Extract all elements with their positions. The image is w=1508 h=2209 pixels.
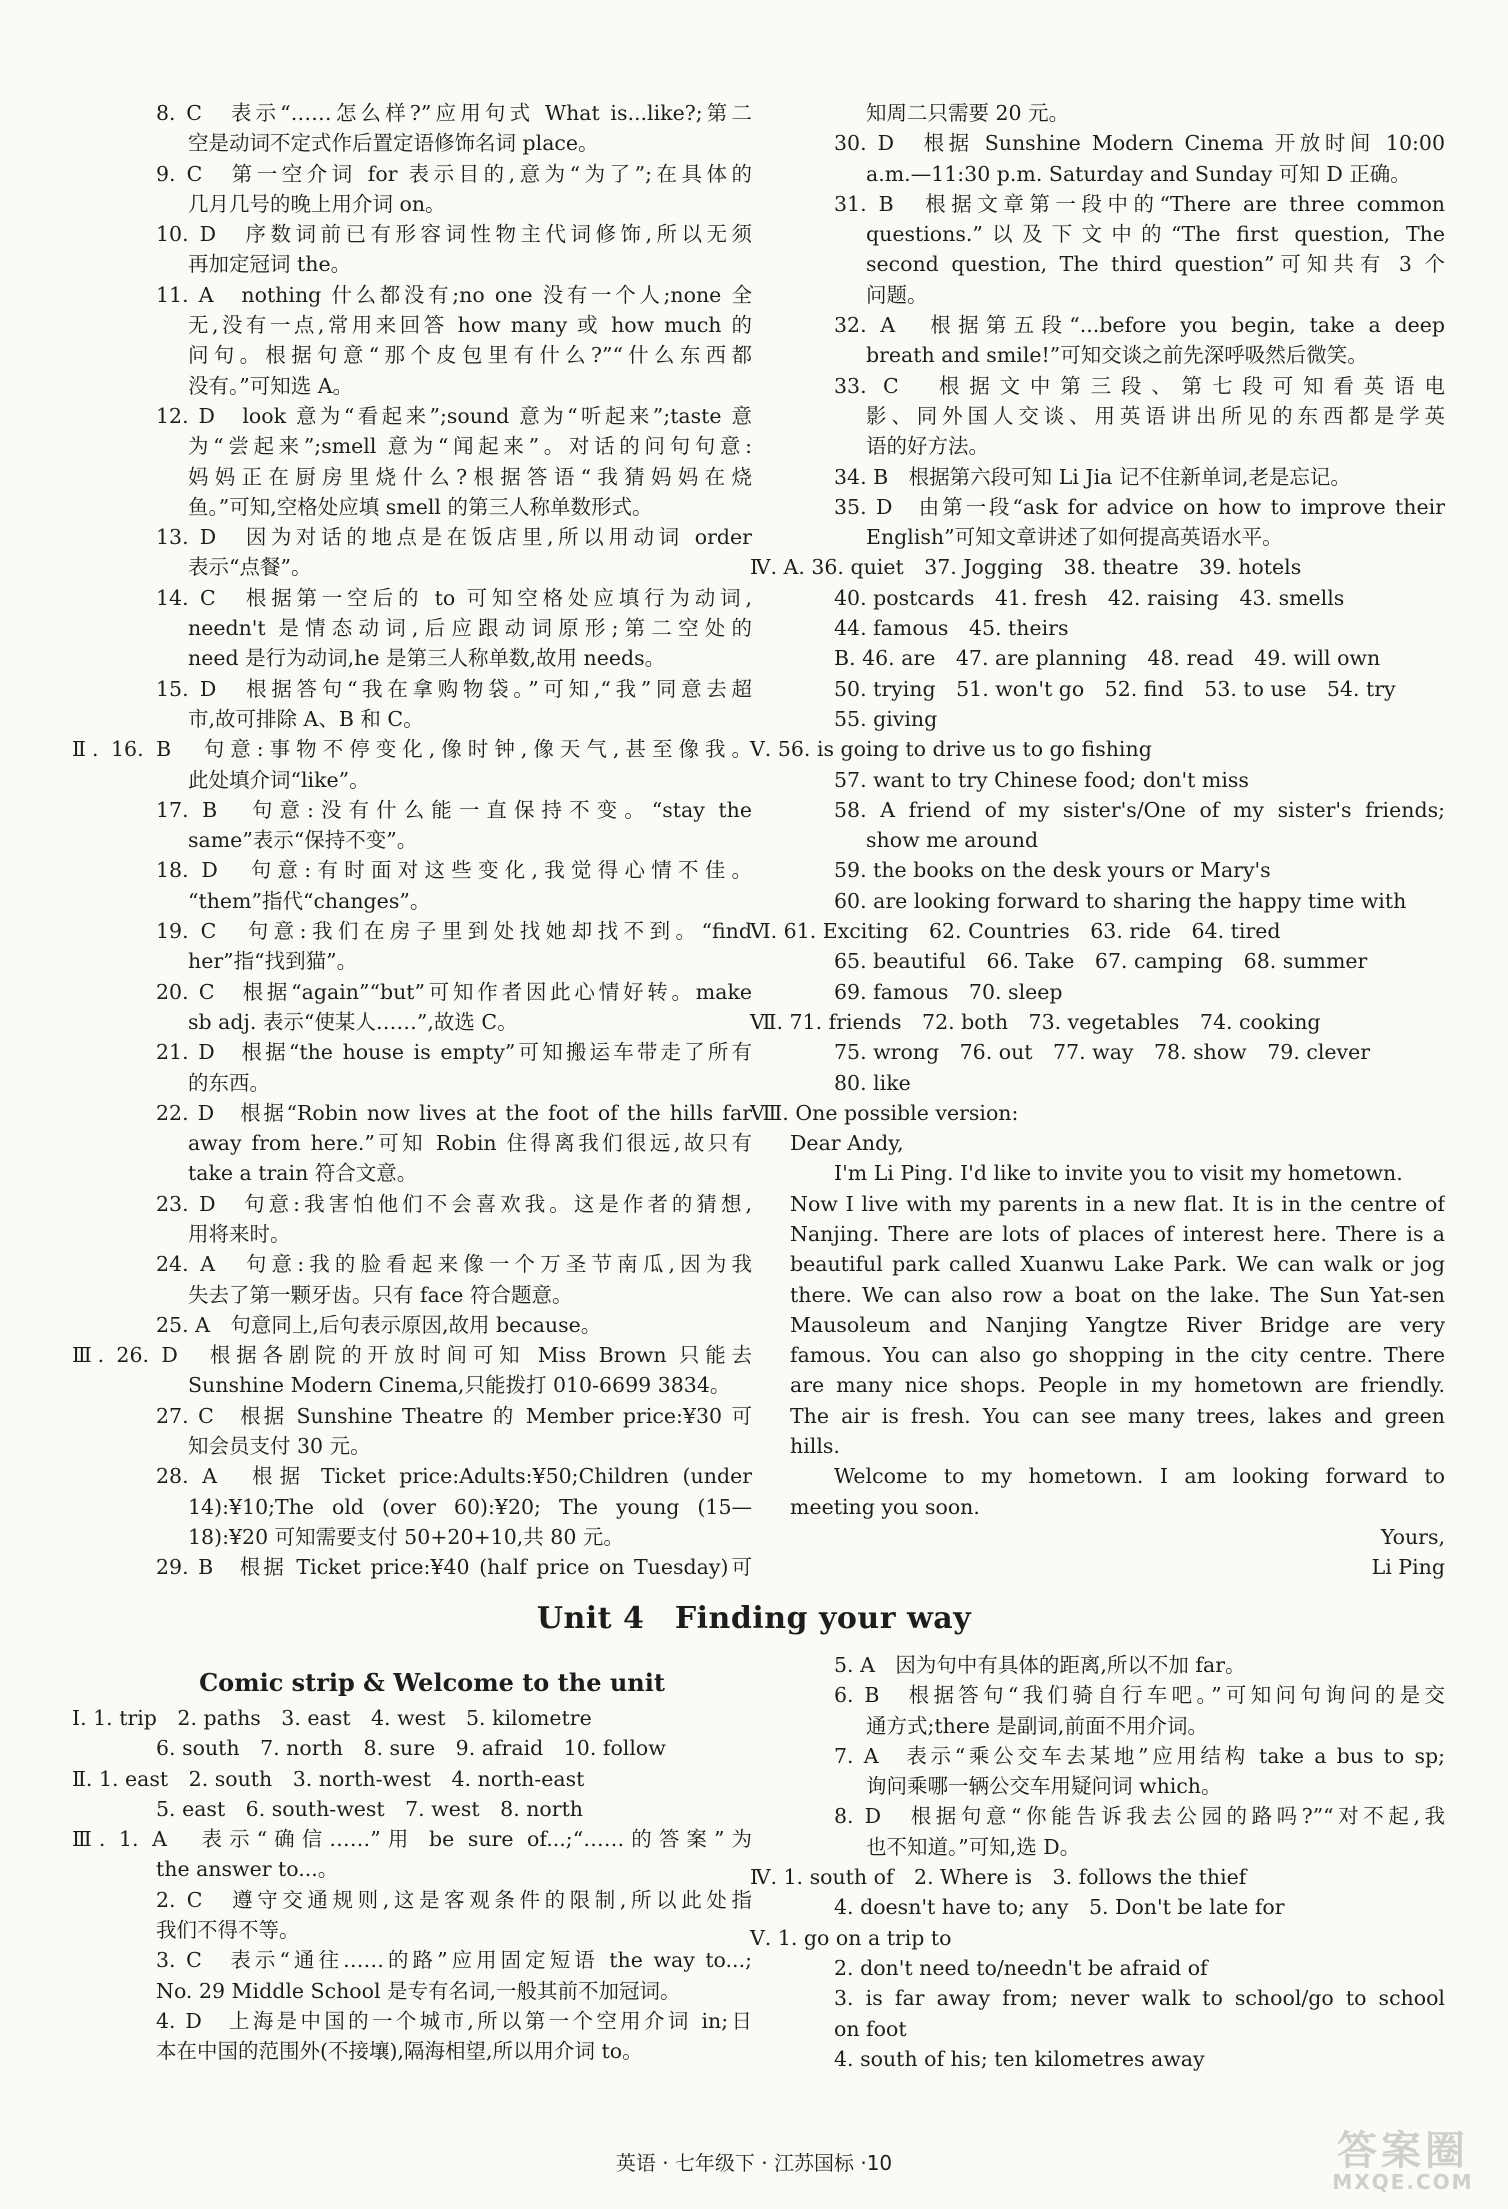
text-line: 15. D 根据答句“我在拿购物袋。”可知,“我”同意去超 — [156, 676, 752, 701]
text-line: 22. D 根据“Robin now lives at the foot of the hills far — [156, 1100, 752, 1125]
text-line: 80. like — [834, 1070, 911, 1095]
text-line: Ⅳ. A. 36. quiet 37. Jogging 38. theatre 39. hotels — [750, 555, 1302, 580]
left-column — [72, 98, 752, 1583]
text-line: Ⅰ. 1. trip 2. paths 3. east 4. west 5. kilometre — [72, 1706, 592, 1730]
text-line: 18):¥20 可知需要支付 50+20+10,共 80 元。 — [188, 1524, 624, 1549]
text-line: the answer to...。 — [156, 1857, 339, 1882]
text-line: 询问乘哪一辆公交车用疑问词 which。 — [866, 1774, 1222, 1799]
text-line: 的东西。 — [188, 1070, 270, 1095]
text-line: 表示“点餐”。 — [188, 555, 312, 580]
text-line: No. 29 Middle School 是专有名词,一般其前不加冠词。 — [156, 1978, 681, 2003]
text-line: 问题。 — [866, 282, 928, 307]
text-line: 59. the books on the desk yours or Mary's — [834, 858, 1271, 883]
text-line: 21. D 根据“the house is empty”可知搬运车带走了所有 — [156, 1040, 752, 1065]
text-line: 69. famous 70. sleep — [834, 979, 1063, 1004]
text-line: questions.”以及下文中的“The first question, The — [866, 222, 1445, 247]
text-line: 问句。根据句意“那个皮包里有什么?”“什么东西都 — [188, 343, 752, 368]
text-line: 知会员支付 30 元。 — [188, 1434, 371, 1459]
text-line: take a train 符合文意。 — [188, 1161, 418, 1186]
section-title: Comic strip & Welcome to the unit — [199, 1668, 665, 1697]
text-line: 知周二只需要 20 元。 — [866, 101, 1070, 125]
text-line: 没有。”可知选 A。 — [188, 373, 354, 398]
text-line: are many nice shops. People in my hometown are friendly. — [790, 1373, 1445, 1398]
text-line: 几月几号的晚上用介词 on。 — [188, 191, 446, 216]
text-line: 5. A 因为句中有具体的距离,所以不加 far。 — [834, 1653, 1246, 1677]
text-line: 影、同外国人交谈、用英语讲出所见的东西都是学英 — [866, 403, 1445, 428]
text-line: 31. B 根据文章第一段中的“There are three common — [834, 191, 1445, 216]
watermark-url: MXQE.COM — [1332, 2170, 1474, 2194]
text-line: 18. D 句意:有时面对这些变化,我觉得心情不佳。 — [156, 858, 752, 883]
text-line: Nanjing. There are lots of places of interest here. There is a — [790, 1221, 1445, 1246]
right-column-2 — [750, 1650, 1445, 2074]
text-line: Ⅶ. 71. friends 72. both 73. vegetables 74. cooking — [750, 1009, 1321, 1034]
text-line: 20. C 根据“again”“but”可知作者因此心情好转。make — [156, 979, 752, 1004]
text-line: 我们不得不等。 — [156, 1918, 300, 1943]
text-line: 再加定冠词 the。 — [188, 252, 352, 277]
text-line: away from here.”可知 Robin 住得离我们很远,故只有 — [188, 1131, 752, 1156]
text-line: 2. C 遵守交通规则,这是客观条件的限制,所以此处指 — [156, 1887, 752, 1912]
text-line: need 是行为动词,he 是第三人称单数,故用 needs。 — [188, 646, 666, 671]
text-line: 9. C 第一空介词 for 表示目的,意为“为了”;在具体的 — [156, 161, 752, 186]
text-line: Ⅴ. 1. go on a trip to — [750, 1925, 952, 1950]
text-line: a.m.—11:30 p.m. Saturday and Sunday 可知 D 正确。 — [866, 161, 1411, 186]
text-line: 2. don't need to/needn't be afraid of — [834, 1955, 1208, 1980]
text-line: same”表示“保持不变”。 — [188, 828, 418, 853]
text-line: 也不知道。”可知,选 D。 — [866, 1834, 1081, 1859]
watermark-logo — [1318, 2128, 1488, 2195]
text-line: 19. C 句意:我们在房子里到处找她却找不到。“find — [156, 919, 752, 944]
text-line: 此处填介词“like”。 — [188, 767, 370, 792]
text-line: needn't 是情态动词,后应跟动词原形;第二空处的 — [188, 616, 752, 641]
text-line: Ⅷ. One possible version: — [750, 1100, 1019, 1125]
text-line: 失去了第一颗牙齿。只有 face 符合题意。 — [188, 1282, 573, 1307]
right-column — [750, 98, 1445, 1583]
text-line: 13. D 因为对话的地点是在饭店里,所以用动词 order — [156, 525, 752, 550]
text-line: 用将来时。 — [188, 1221, 291, 1246]
text-line: 17. B 句意:没有什么能一直保持不变。“stay the — [156, 797, 752, 822]
text-line: 11. A nothing 什么都没有;no one 没有一个人;none 全 — [156, 282, 752, 307]
text-line: 4. D 上海是中国的一个城市,所以第一个空用介词 in;日 — [156, 2008, 752, 2033]
text-line: on foot — [834, 2016, 907, 2041]
text-line: Ⅲ. 1. A 表示“确信……”用 be sure of...;“……的答案”为 — [72, 1827, 752, 1852]
text-line: 50. trying 51. won't go 52. find 53. to use 54. try — [834, 676, 1396, 701]
text-line: Yours, — [1380, 1524, 1445, 1549]
text-line: English”可知文章讲述了如何提高英语水平。 — [866, 525, 1283, 550]
text-line: 7. A 表示“乘公交车去某地”应用结构 take a bus to sp; — [834, 1743, 1445, 1768]
text-line: 30. D 根据 Sunshine Modern Cinema 开放时间 10:00 — [834, 131, 1445, 156]
text-line: 通方式;there 是副词,前面不用介词。 — [866, 1713, 1208, 1738]
text-line: 3. C 表示“通往……的路”应用固定短语 the way to...; — [156, 1948, 752, 1973]
text-line: breath and smile!”可知交谈之前先深呼吸然后微笑。 — [866, 343, 1368, 368]
text-line: 8. D 根据句意“你能告诉我去公园的路吗?”“对不起,我 — [834, 1804, 1445, 1829]
text-line: “them”指代“changes”。 — [188, 888, 431, 913]
text-line: 65. beautiful 66. Take 67. camping 68. summer — [834, 949, 1368, 974]
text-line: 6. south 7. north 8. sure 9. afraid 10. follow — [156, 1736, 666, 1761]
text-line: 33. C 根据文中第三段、第七段可知看英语电 — [834, 373, 1445, 398]
text-line: Mausoleum and Nanjing Yangtze River Bridge are very — [790, 1312, 1445, 1337]
text-line: Ⅴ. 56. is going to drive us to go fishing — [750, 737, 1152, 762]
text-line: 35. D 由第一段“ask for advice on how to improve their — [834, 494, 1445, 519]
text-line: famous. You can also go shopping in the city centre. There — [790, 1343, 1445, 1368]
text-line: 市,故可排除 A、B 和 C。 — [188, 706, 424, 731]
text-line: show me around — [866, 828, 1039, 853]
text-line: 27. C 根据 Sunshine Theatre 的 Member price:¥30 可 — [156, 1403, 752, 1428]
text-line: meeting you soon. — [790, 1494, 980, 1519]
text-line: 44. famous 45. theirs — [834, 616, 1069, 641]
text-line: 鱼。”可知,空格处应填 smell 的第三人称单数形式。 — [188, 494, 653, 519]
text-line: 为“尝起来”;smell 意为“闻起来”。对话的问句句意: — [188, 434, 752, 459]
text-line: 无,没有一点,常用来回答 how many 或 how much 的 — [188, 313, 752, 338]
text-line: 14. C 根据第一空后的 to 可知空格处应填行为动词, — [156, 585, 752, 610]
text-line: 妈妈正在厨房里烧什么?根据答语“我猜妈妈在烧 — [188, 464, 752, 489]
text-line: 29. B 根据 Ticket price:¥40 (half price on Tuesday)可 — [156, 1555, 752, 1580]
text-line: 14):¥10;The old (over 60):¥20; The young (15— — [188, 1494, 752, 1519]
text-line: 75. wrong 76. out 77. way 78. show 79. clever — [834, 1040, 1371, 1065]
text-line: 10. D 序数词前已有形容词性物主代词修饰,所以无须 — [156, 222, 752, 247]
text-line: 3. is far away from; never walk to school/go to school — [834, 1986, 1445, 2011]
unit-title: Unit 4 Finding your way — [536, 1601, 972, 1636]
text-line: hills. — [790, 1434, 840, 1459]
text-line: 25. A 句意同上,后句表示原因,故用 because。 — [156, 1312, 602, 1337]
text-line: her”指“找到猫”。 — [188, 949, 358, 974]
text-line: Li Ping — [1371, 1555, 1445, 1580]
text-line: Sunshine Modern Cinema,只能拨打 010-6699 3834。 — [188, 1373, 731, 1398]
text-line: 23. D 句意:我害怕他们不会喜欢我。这是作者的猜想, — [156, 1191, 752, 1216]
text-line: Dear Andy, — [790, 1131, 904, 1156]
text-line: Ⅱ. 1. east 2. south 3. north-west 4. north-east — [72, 1766, 585, 1791]
text-line: Ⅱ. 16. B 句意:事物不停变化,像时钟,像天气,甚至像我。 — [72, 737, 752, 762]
text-line: 55. giving — [834, 706, 938, 731]
watermark-text: 答案圈 — [1337, 2128, 1469, 2174]
text-line: 34. B 根据第六段可知 Li Jia 记不住新单词,老是忘记。 — [834, 464, 1351, 489]
text-line: Now I live with my parents in a new flat. It is in the centre of — [790, 1191, 1445, 1216]
text-line: 28. A 根据 Ticket price:Adults:¥50;Children (under — [156, 1464, 752, 1489]
text-line: 60. are looking forward to sharing the happy time with — [834, 888, 1407, 913]
text-line: 本在中国的范围外(不接壤),隔海相望,所以用介词 to。 — [156, 2039, 643, 2064]
text-line: 空是动词不定式作后置定语修饰名词 place。 — [188, 131, 599, 156]
text-line: 5. east 6. south-west 7. west 8. north — [156, 1796, 584, 1821]
text-line: I'm Li Ping. I'd like to invite you to visit my hometown. — [834, 1161, 1403, 1186]
text-line: 40. postcards 41. fresh 42. raising 43. smells — [834, 585, 1345, 610]
text-line: 32. A 根据第五段“...before you begin, take a deep — [834, 313, 1445, 338]
text-line: 58. A friend of my sister's/One of my sister's friends; — [834, 797, 1445, 822]
text-line: 8. C 表示“……怎么样?”应用句式 What is...like?;第二 — [156, 101, 752, 125]
text-line: beautiful park called Xuanwu Lake Park. We can walk or jog — [790, 1252, 1445, 1277]
page-footer: 英语 · 七年级下 · 江苏国标 ·10 — [615, 2151, 893, 2175]
text-line: 57. want to try Chinese food; don't miss — [834, 767, 1249, 792]
text-line: 24. A 句意:我的脸看起来像一个万圣节南瓜,因为我 — [156, 1252, 752, 1277]
text-line: 语的好方法。 — [866, 434, 989, 459]
text-line: sb adj. 表示“使某人……”,故选 C。 — [188, 1009, 518, 1034]
text-line: Welcome to my hometown. I am looking forward to — [834, 1464, 1445, 1489]
text-line: 4. south of his; ten kilometres away — [834, 2046, 1205, 2071]
text-line: Ⅲ. 26. D 根据各剧院的开放时间可知 Miss Brown 只能去 — [72, 1343, 752, 1368]
text-line: 12. D look 意为“看起来”;sound 意为“听起来”;taste 意 — [156, 403, 752, 428]
text-line: 4. doesn't have to; any 5. Don't be late for — [834, 1895, 1285, 1920]
text-line: Ⅳ. 1. south of 2. Where is 3. follows the thief — [750, 1865, 1247, 1890]
text-line: B. 46. are 47. are planning 48. read 49. will own — [834, 646, 1381, 671]
text-line: The air is fresh. You can see many trees, lakes and green — [790, 1403, 1445, 1428]
left-column-2 — [72, 1703, 752, 2067]
text-line: Ⅵ. 61. Exciting 62. Countries 63. ride 64. tired — [750, 919, 1281, 944]
text-line: 6. B 根据答句“我们骑自行车吧。”可知问句询问的是交 — [834, 1683, 1445, 1708]
text-line: there. We can also row a boat on the lake. The Sun Yat-sen — [790, 1282, 1445, 1307]
text-line: second question, The third question”可知共有 3 个 — [866, 252, 1445, 277]
